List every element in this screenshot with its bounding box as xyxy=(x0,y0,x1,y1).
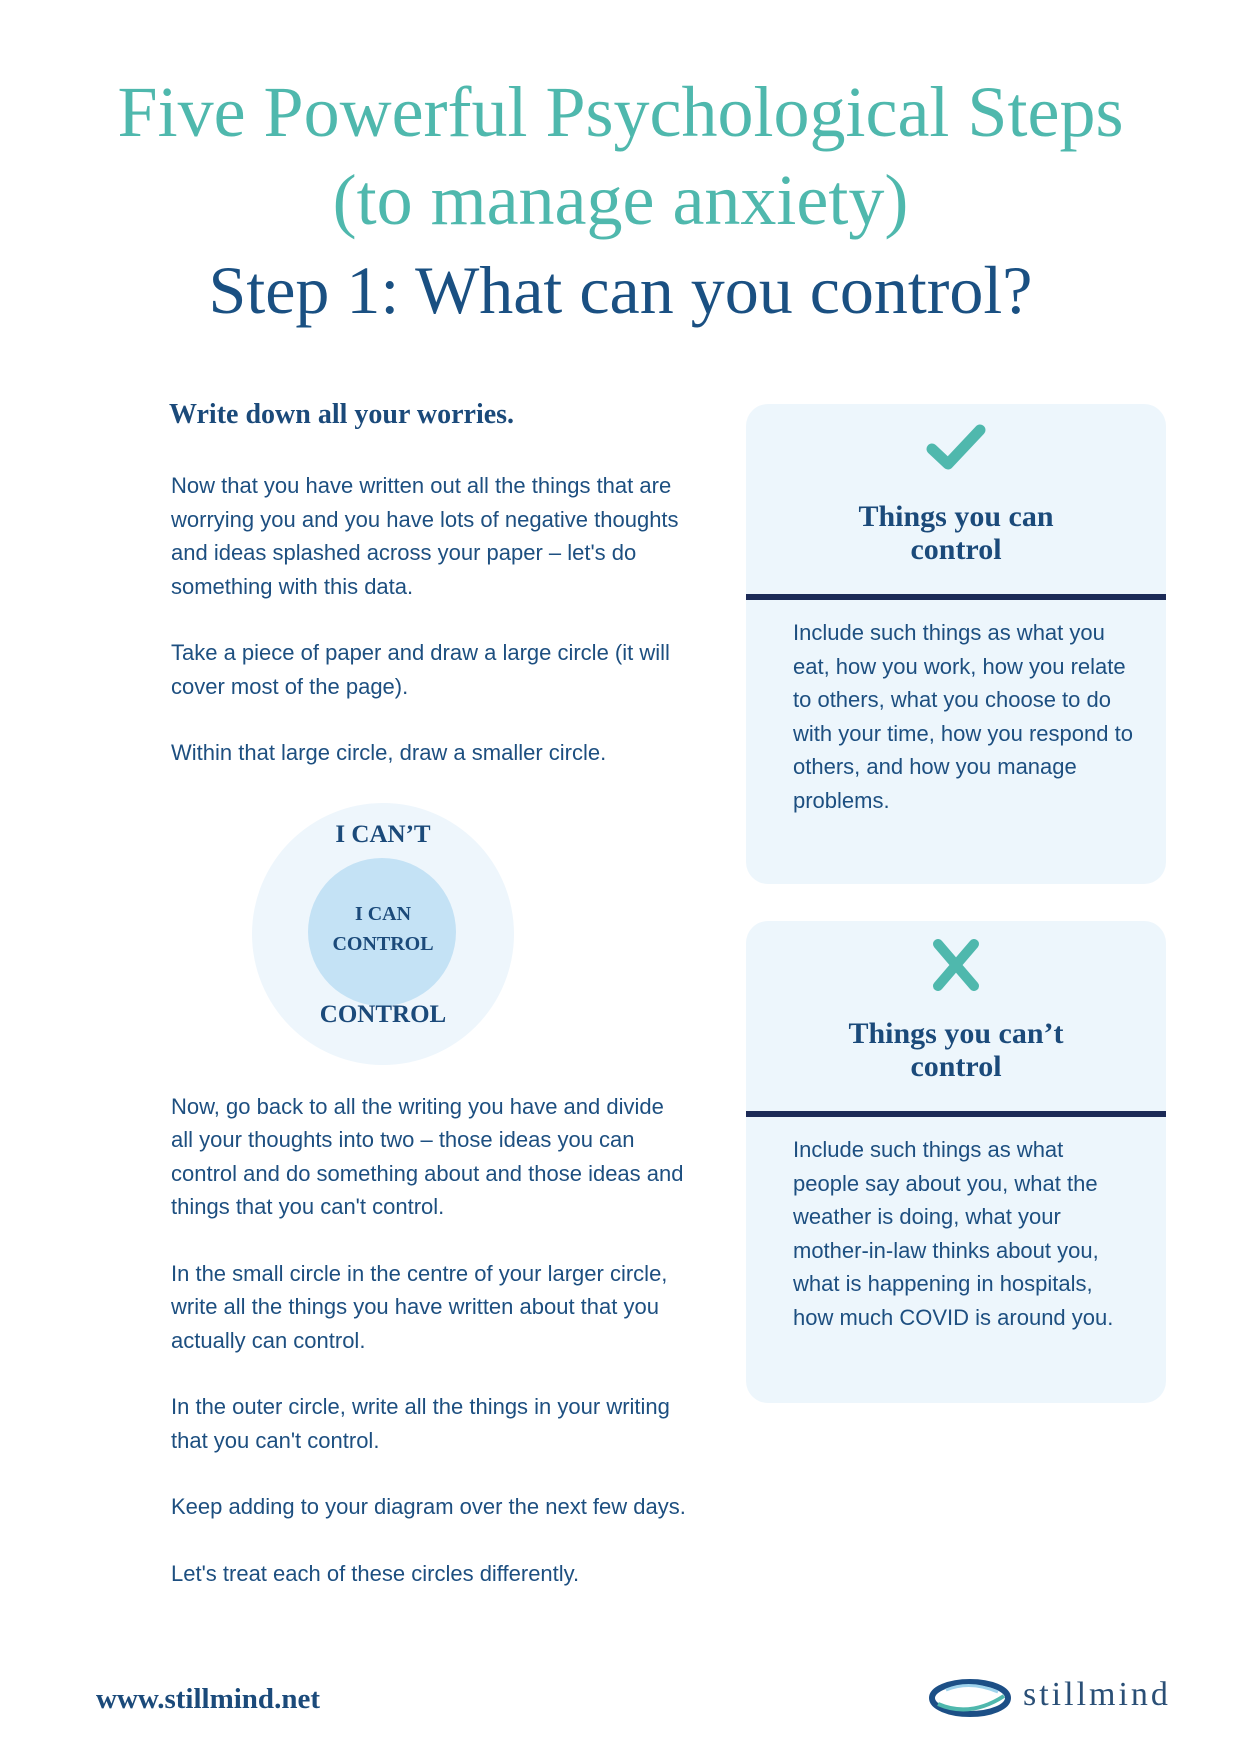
card-title xyxy=(746,1017,1166,1083)
card-body: Include such things as what people say about you, what the weather is doing, what your mother-in-law thinks about you, what is happening in hospitals, how much COVID is around you. xyxy=(793,1137,1114,1330)
control-circles-diagram xyxy=(252,803,514,1065)
card-title-line1: Things you can xyxy=(858,500,1054,533)
brand-logo xyxy=(928,1674,1186,1724)
paragraph: Let's treat each of these circles differently. xyxy=(171,1560,580,1586)
step-title: Step 1: What can you control? xyxy=(208,252,1033,328)
page-title-line1: Five Powerful Psychological Steps xyxy=(117,72,1124,152)
paragraph: In the outer circle, write all the things in your writing that you can't control. xyxy=(171,1394,670,1453)
outer-circle-label-bottom: CONTROL xyxy=(319,1000,447,1028)
divider xyxy=(746,594,1166,600)
paragraph: Now, go back to all the writing you have and divide all your thoughts into two – those ideas you can control and do something about and those ideas and things that you can't control. xyxy=(171,1093,684,1219)
card-things-you-cant-control xyxy=(746,921,1166,1403)
instructions-column xyxy=(171,395,691,1623)
brand-name: stillmind xyxy=(1023,1676,1171,1713)
outer-circle-label-top: I CAN’T xyxy=(335,820,431,848)
card-things-you-can-control xyxy=(746,404,1166,884)
card-title-line2: control xyxy=(910,533,1002,566)
checkmark-icon xyxy=(926,422,986,474)
inner-circle-label-line2: CONTROL xyxy=(332,932,434,955)
cross-icon xyxy=(926,939,986,991)
card-title-line1: Things you can’t xyxy=(848,1017,1064,1050)
card-body: Include such things as what you eat, how you work, how you relate to others, what you choose to do with your time, how you respond to others, and how you manage problems. xyxy=(793,620,1133,813)
paragraph: In the small circle in the centre of your larger circle, write all the things you have written about that you actually can control. xyxy=(171,1260,668,1353)
subheading: Write down all your worries. xyxy=(169,399,515,430)
paragraph: Keep adding to your diagram over the next few days. xyxy=(171,1494,686,1519)
card-title-line2: control xyxy=(910,1050,1002,1083)
paragraph: Within that large circle, draw a smaller circle. xyxy=(171,740,607,765)
divider xyxy=(746,1111,1166,1117)
page-title-line2: (to manage anxiety) xyxy=(332,160,909,240)
inner-circle-label-line1: I CAN xyxy=(354,902,412,925)
card-title xyxy=(746,500,1166,566)
logo-swirl-icon xyxy=(928,1674,1012,1722)
inner-circle-label xyxy=(252,899,514,959)
paragraph: Now that you have written out all the things that are worrying you and you have lots of negative thoughts and ideas splashed across your paper – let's do something with this data. xyxy=(171,473,679,599)
paragraph: Take a piece of paper and draw a large circle (it will cover most of the page). xyxy=(171,640,670,699)
website-link[interactable]: www.stillmind.net xyxy=(96,1683,320,1715)
